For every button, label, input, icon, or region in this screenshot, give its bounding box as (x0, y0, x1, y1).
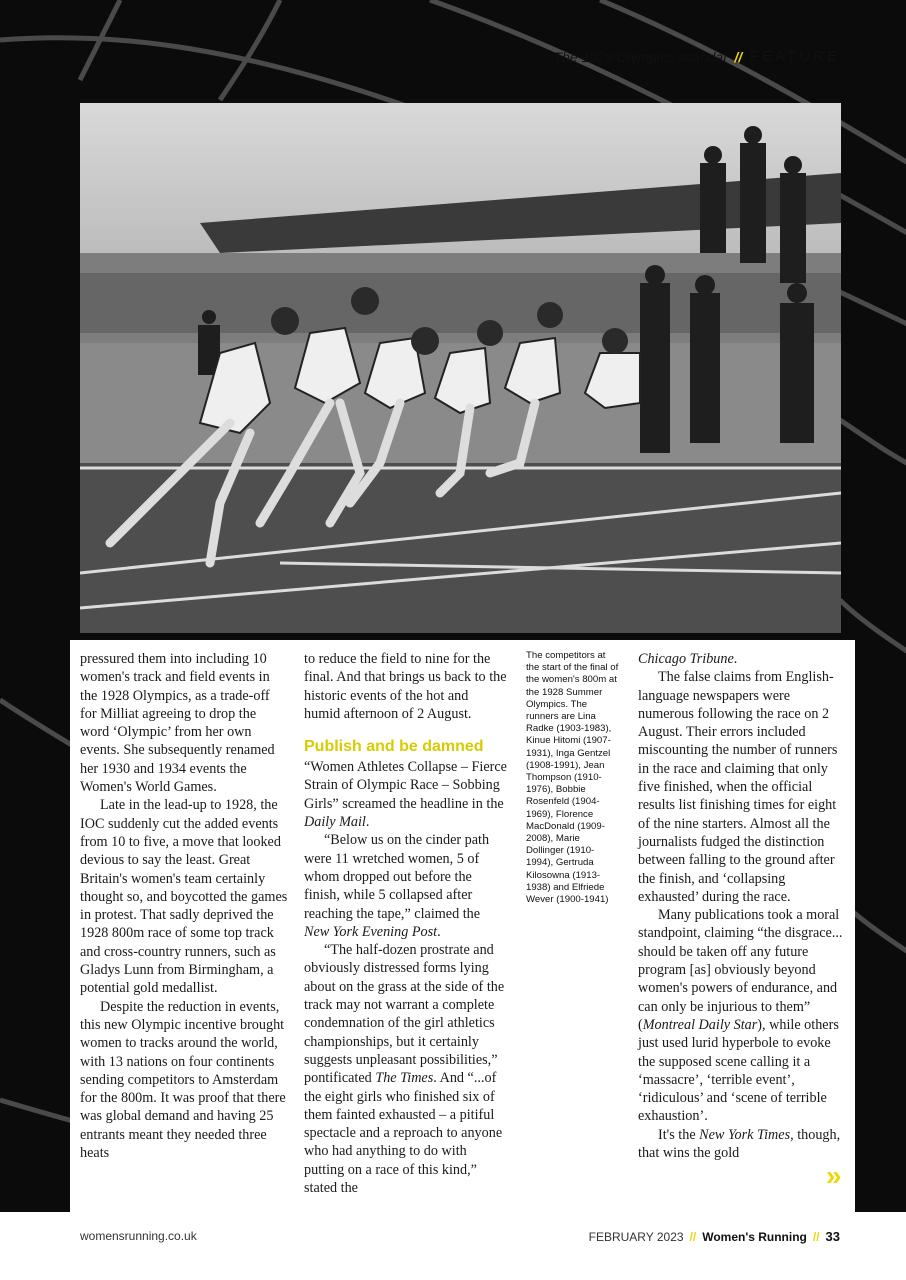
text-run: “The half-dozen prostrate and obviously distressed forms lying about on the grass at the side of the track may not warrant a complete condemnation of the girl athletics championships, but it certainly suggests unpleasant possibilities,” pontificated (304, 942, 505, 1087)
col2-paragraph-1: to reduce the field to nine for the final. And that brings us back to the historic events of the hot and humid afternoon of 2 August. (304, 651, 507, 722)
col1-paragraph-3: Despite the reduction in events, this new Olympic incentive brought women to tracks around the world, with 13 nations on four continents sending competitors to Amsterdam for the 800m. It was proof that there was global demand and having 25 entrants meant they needed three heats (80, 998, 286, 1162)
text-run: . And “...of the eight girls who finished six of them fainted exhausted – a pitiful spectacle and a reproach to anyone who had anything to do with putting on a race of this kind,” stated the (304, 1070, 503, 1197)
col2-paragraph-2 (304, 758, 507, 831)
publication-name: New York Times, (699, 1126, 794, 1143)
footer-magazine-name: Women's Running (702, 1229, 807, 1244)
text-run: . (733, 651, 738, 667)
page-header (554, 48, 840, 65)
text-run: It's the (658, 1126, 700, 1143)
text-run: ), while others just used lurid hyperbole to evoke the supposed scene calling it a ‘massacre’, ‘terrible event’, ‘ridiculous’ and ‘scene of terrible exhaustion’. (638, 1016, 839, 1125)
page-number: 33 (825, 1229, 840, 1244)
publication-name: The Times (375, 1070, 434, 1087)
col4-paragraph-3 (638, 906, 844, 1126)
publication-name: Daily Mail (304, 814, 366, 831)
publication-name: Montreal Daily Star (642, 1016, 758, 1033)
col4-paragraph-4 (638, 1126, 844, 1163)
header-section: FEATURE (750, 48, 840, 65)
publication-name: Chicago Tribune (638, 651, 734, 667)
col1-paragraph-1: pressured them into including 10 women's track and field events in the 1928 Olympics, as a trade-off for Milliat agreeing to drop the word ‘Olympic’ from her own events. She subsequently renamed her 1930 and 1934 events the Women's World Games. (80, 651, 275, 796)
col2-paragraph-3 (304, 831, 507, 941)
footer-issue-info (589, 1229, 840, 1244)
section-subheading: Publish and be damned (304, 738, 484, 756)
col4-paragraph-2: The false claims from English-language newspapers were numerous following the race on 2 August. Their errors included miscounting the number of runners in the race and claiming that only five finished, when the official results list finishing times for eight of the nine starters. Almost all the journalists fudged the distinction between falling to the ground after the finish, and ‘collapsing exhausted’ during the race. (638, 669, 838, 905)
text-run: Many publications took a moral standpoint, claiming “the disgrace... should be taken off any future program [as] obviously beyond women's powers of endurance, and can only be injurious to them” ( (638, 907, 843, 1033)
footer-website: womensrunning.co.uk (80, 1229, 197, 1243)
photo-illustration (80, 103, 841, 633)
column-2 (304, 650, 507, 1197)
col1-paragraph-2: Late in the lead-up to 1928, the IOC suddenly cut the added events from 10 to five, a move that looked devious to say the least. Great Britain's women's team certainly thought so, and boycotted the games in protest. That sadly deprived the 1928 800m race of some top track and cross-country runners, such as Gladys Lunn from Birmingham, a potential gold medallist. (80, 797, 288, 997)
header-topic: The 1928 Olympics scandal (553, 48, 727, 65)
col2-paragraph-4 (304, 941, 507, 1197)
text-run: “Below us on the cinder path were 11 wretched women, 5 of whom dropped out before the finish, while 5 collapsed after reaching the tape,” claimed the (304, 832, 490, 922)
text-run: . (365, 814, 370, 831)
col4-paragraph-1 (638, 650, 844, 668)
column-4 (638, 650, 844, 1162)
footer-separator: // (689, 1229, 697, 1244)
footer-issue-date: FEBRUARY 2023 (588, 1229, 684, 1244)
text-run: . (437, 923, 441, 940)
footer-separator: // (812, 1229, 820, 1244)
publication-name: New York Evening Post (304, 923, 438, 940)
race-start-photo (80, 103, 841, 633)
continue-arrow-icon: » (826, 1160, 842, 1191)
text-run: “Women Athletes Collapse – Fierce Strain of Olympic Race – Sobbing Girls” screamed the headline in the (304, 759, 507, 812)
text-run: though, that wins the gold (638, 1126, 841, 1162)
column-1 (80, 650, 288, 1162)
photo-caption: The competitors at the start of the final of the women's 800m at the 1928 Summer Olympics. The runners are Lina Radke (1903-1983), Kinue Hitomi (1907-1931), Inga Gentzel (1908-1991), Jean Thompson (1910-1976), Bobbie Rosenfeld (1904-1969), Florence MacDonald (1909-2008), Marie Dollinger (1910-1994), Gertruda Kilosowna (1913-1938) and Elfriede Wever (1900-1941) (526, 650, 619, 906)
header-separator: // (734, 48, 743, 65)
